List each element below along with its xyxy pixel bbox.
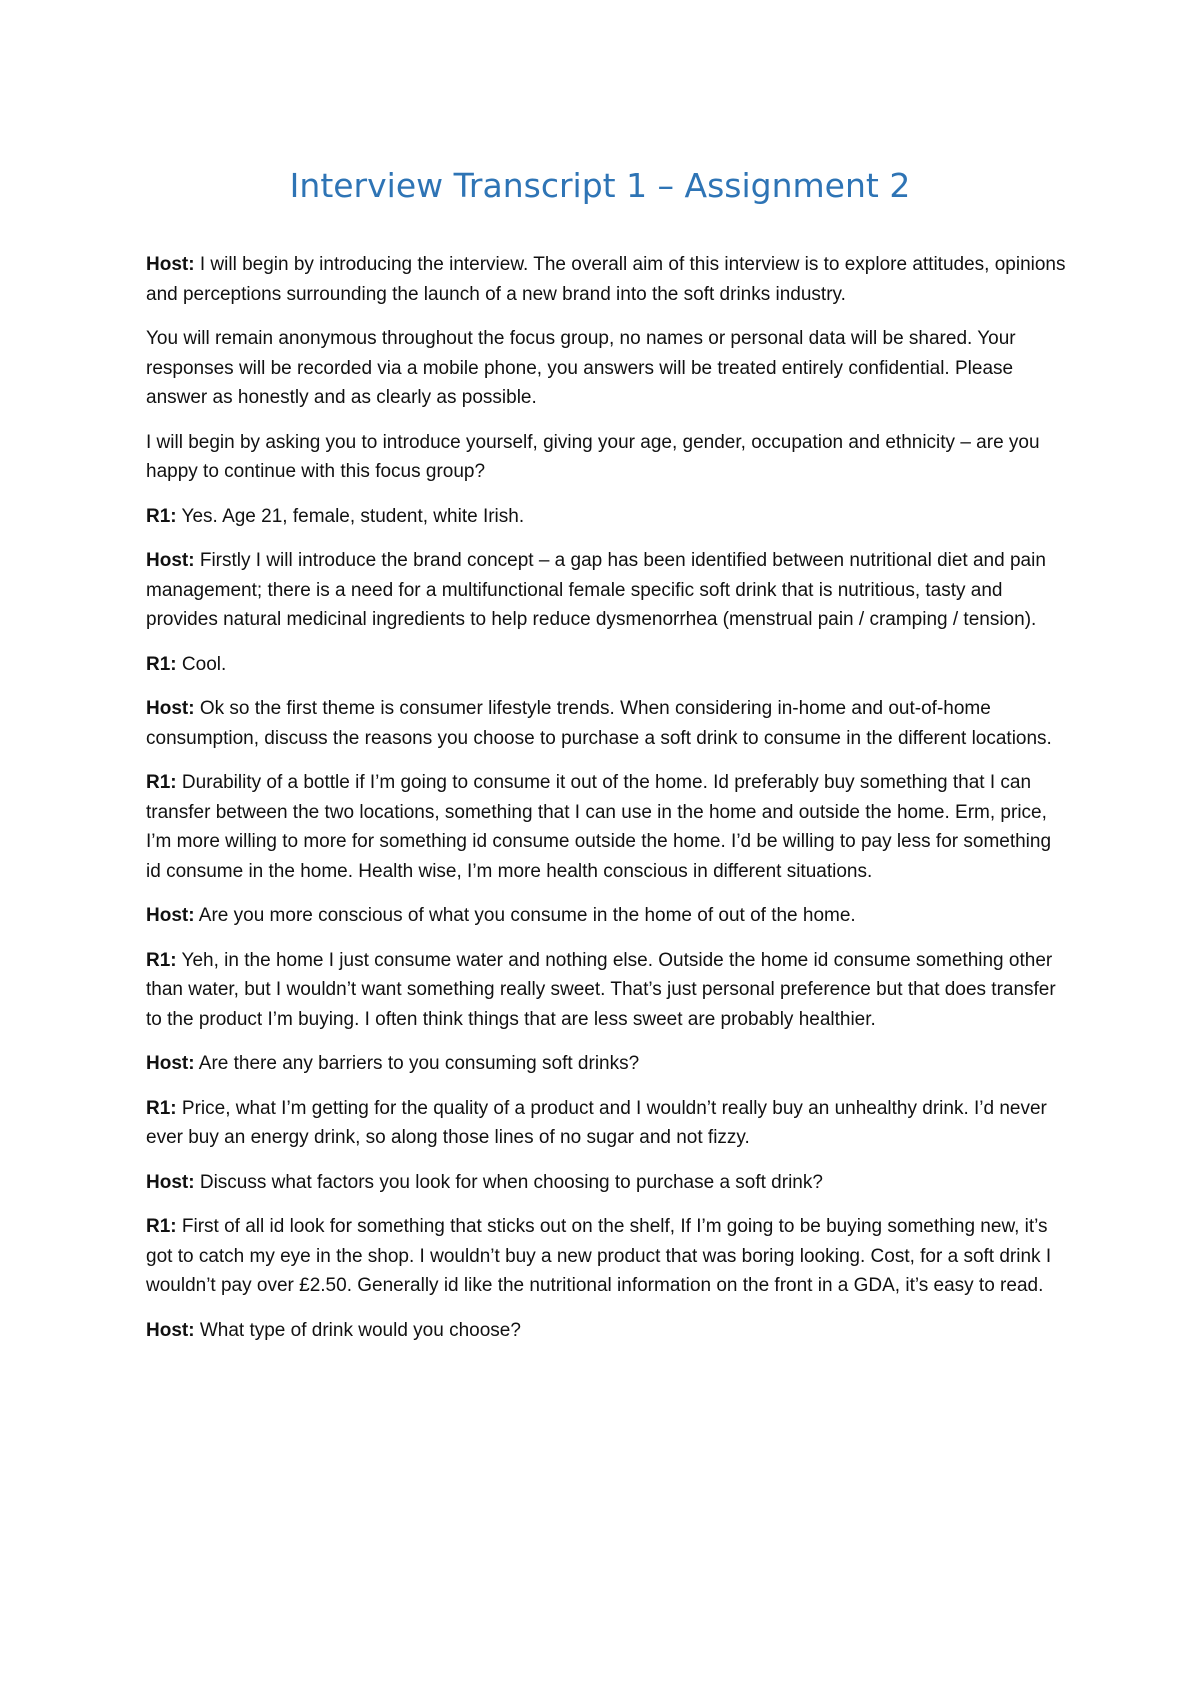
paragraph-text: Price, what I’m getting for the quality of a product and I wouldn’t really buy an unhealthy drink. I’d never ever buy an energy drink, so along those lines of no sugar and not fizzy. xyxy=(146,1097,1047,1148)
speaker-label: R1: xyxy=(146,949,177,971)
speaker-label: Host: xyxy=(146,1053,195,1074)
paragraph xyxy=(146,901,1066,931)
speaker-label: R1: xyxy=(146,653,177,675)
speaker-label: R1: xyxy=(146,772,177,793)
paragraph-text: Yeh, in the home I just consume water and nothing else. Outside the home id consume something other than water, but I wouldn’t want something really sweet. That’s just personal preference but that does transfer to the product I’m buying. I often think things that are less sweet are probably healthier. xyxy=(146,949,1056,1030)
transcript-body xyxy=(146,250,1066,1360)
paragraph-text: Firstly I will introduce the brand concept – a gap has been identified between nutritional diet and pain management; there is a need for a multifunctional female specific soft drink that is nutritious, tasty and provides natural medicinal ingredients to help reduce dysmenorrhea (menstrual pain / cramping / tension). xyxy=(146,550,1046,630)
paragraph xyxy=(146,250,1066,309)
paragraph xyxy=(146,1094,1066,1153)
paragraph-text: You will remain anonymous throughout the focus group, no names or personal data will be shared. Your responses will be recorded via a mobile phone, you answers will be treated entirely confidential. Please answer as honestly and as clearly as possible. xyxy=(146,328,1016,408)
paragraph-text: Are you more conscious of what you consume in the home of out of the home. xyxy=(194,905,856,926)
paragraph xyxy=(146,546,1066,635)
paragraph xyxy=(146,768,1066,886)
speaker-label: R1: xyxy=(146,505,177,527)
paragraph-text: First of all id look for something that sticks out on the shelf, If I’m going to be buying something new, it’s got to catch my eye in the shop. I wouldn’t buy a new product that was boring looking. Cost, for a soft drink I wouldn’t pay over £2.50. Generally id like the nutritional information on the front in a GDA, it’s easy to read. xyxy=(146,1216,1052,1296)
paragraph xyxy=(146,946,1066,1035)
speaker-label: Host: xyxy=(146,905,195,926)
speaker-label: R1: xyxy=(146,1097,177,1119)
speaker-label: Host: xyxy=(146,1319,195,1341)
paragraph xyxy=(146,1168,1066,1198)
paragraph xyxy=(146,324,1066,413)
paragraph-text: Discuss what factors you look for when choosing to purchase a soft drink? xyxy=(194,1171,823,1193)
paragraph xyxy=(146,650,1066,680)
paragraph xyxy=(146,428,1066,487)
paragraph xyxy=(146,1316,1066,1346)
paragraph-text: Durability of a bottle if I’m going to consume it out of the home. Id preferably buy something that I can transfer between the two locations, something that I can use in the home and outside the home. Erm, price, I’m more willing to more for something id consume outside the home. I’d be willing to pay less for something id consume in the home. Health wise, I’m more health conscious in different situations. xyxy=(146,772,1052,882)
paragraph-text: I will begin by asking you to introduce yourself, giving your age, gender, occupation and ethnicity – are you happy to continue with this focus group? xyxy=(146,431,1040,482)
paragraph xyxy=(146,502,1066,532)
paragraph-text: Are there any barriers to you consuming soft drinks? xyxy=(194,1053,640,1074)
speaker-label: Host: xyxy=(146,1171,195,1193)
speaker-label: R1: xyxy=(146,1216,177,1237)
paragraph-text: What type of drink would you choose? xyxy=(194,1319,521,1341)
paragraph-text: Yes. Age 21, female, student, white Irish. xyxy=(176,505,525,527)
speaker-label: Host: xyxy=(146,254,195,275)
paragraph xyxy=(146,1212,1066,1301)
paragraph-text: Cool. xyxy=(176,653,227,675)
speaker-label: Host: xyxy=(146,698,195,719)
paragraph xyxy=(146,1049,1066,1079)
speaker-label: Host: xyxy=(146,550,195,571)
document-title: Interview Transcript 1 – Assignment 2 xyxy=(289,166,911,205)
paragraph-text: Ok so the first theme is consumer lifestyle trends. When considering in-home and out-of-home consumption, discuss the reasons you choose to purchase a soft drink to consume in the different locations. xyxy=(146,698,1052,749)
paragraph xyxy=(146,694,1066,753)
paragraph-text: I will begin by introducing the interview. The overall aim of this interview is to explore attitudes, opinions and perceptions surrounding the launch of a new brand into the soft drinks industry. xyxy=(146,254,1066,305)
